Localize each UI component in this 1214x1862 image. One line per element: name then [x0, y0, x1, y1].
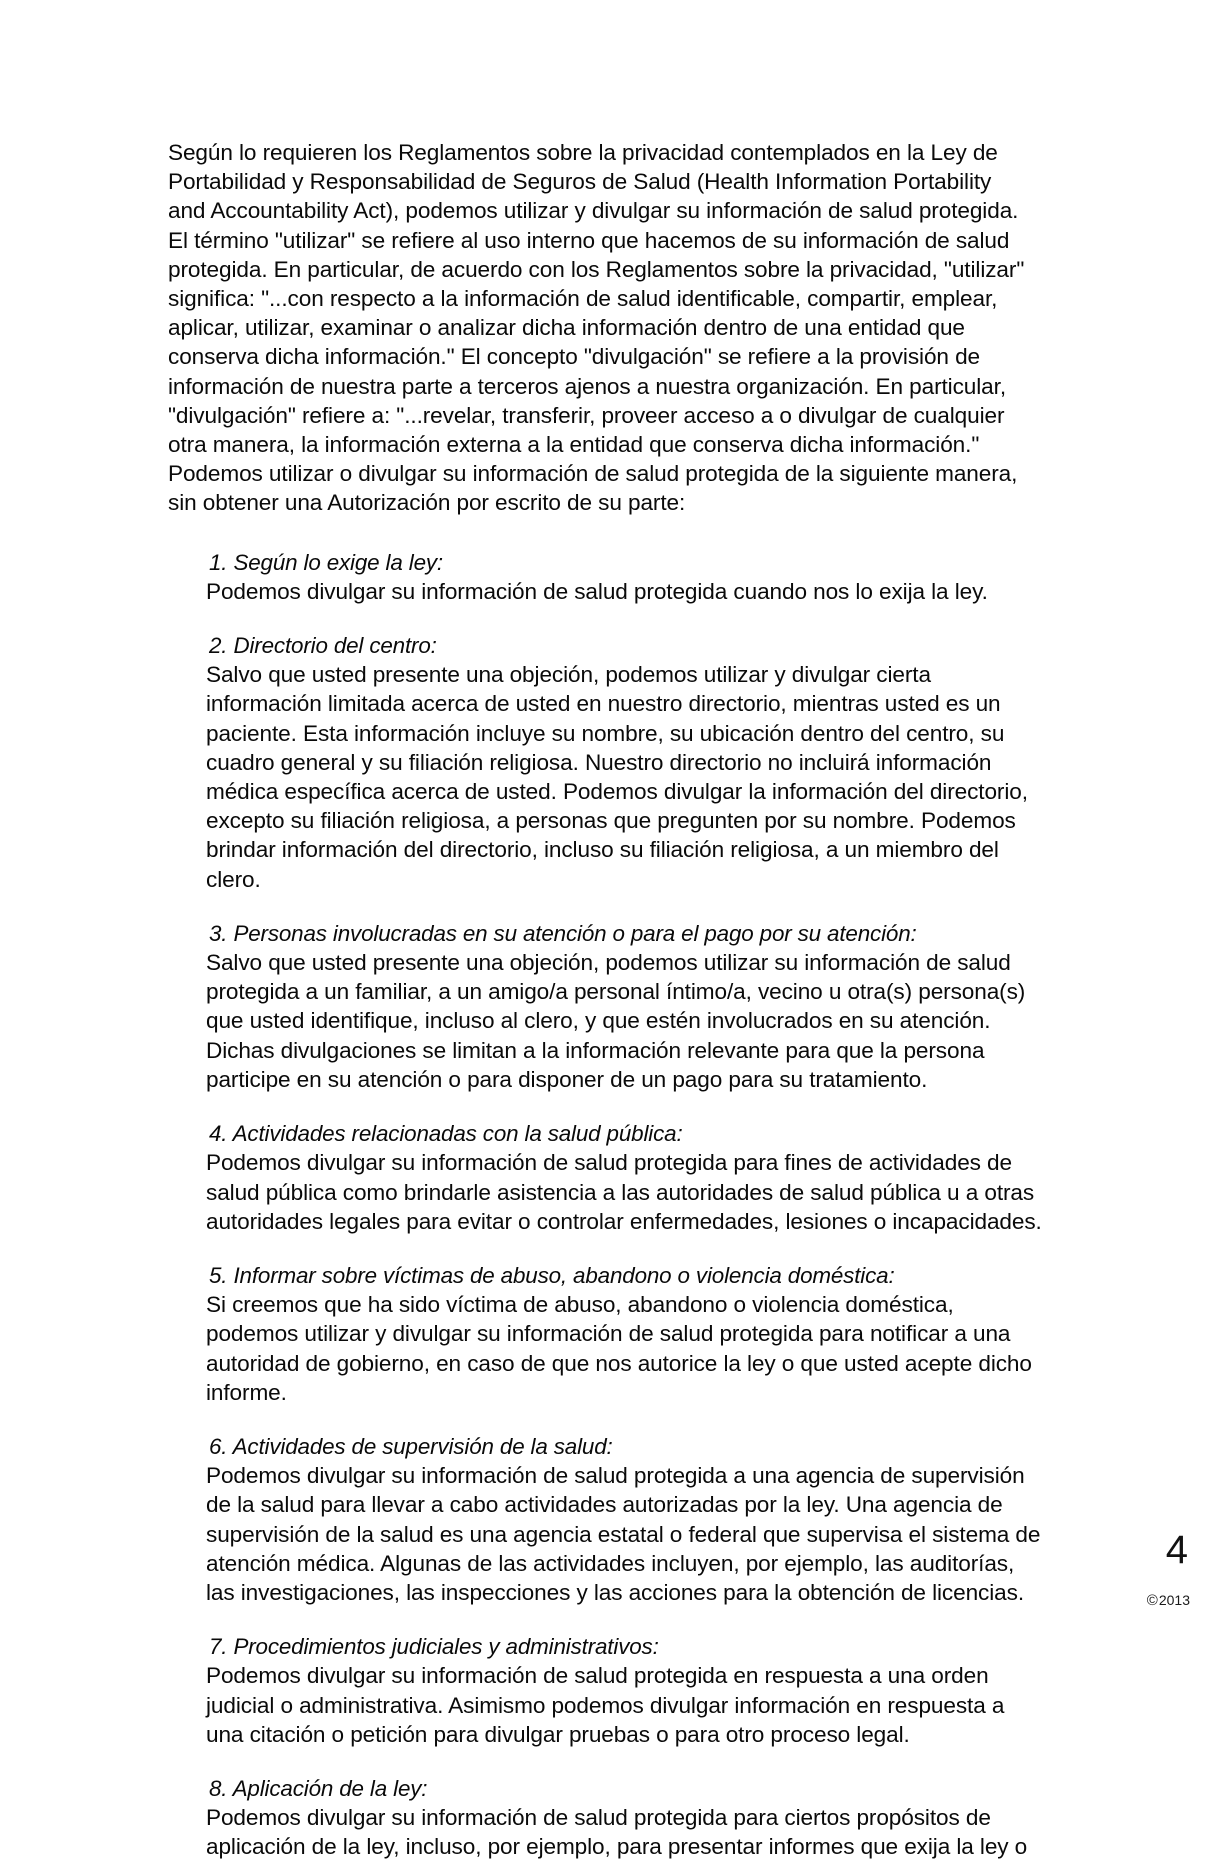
section-item	[168, 919, 1066, 1094]
section-item	[168, 1119, 1066, 1236]
section-body: Podemos divulgar su información de salud protegida en respuesta a una orden judicial o administrativa. Asimismo podemos divulgar información en respuesta a una citación o petición para divulgar pruebas o para otro proceso legal.	[206, 1663, 1005, 1747]
section-body: Podemos divulgar su información de salud protegida para ciertos propósitos de aplicación de la ley, incluso, por ejemplo, para presentar informes que exija la ley o	[206, 1805, 1028, 1860]
section-heading: 7. Procedimientos judiciales y administrativos:	[209, 1634, 659, 1660]
section-body: Si creemos que ha sido víctima de abuso, abandono o violencia doméstica, podemos utilizar y divulgar su información de salud protegida para notificar a una autoridad de gobierno, en caso de que nos autorice la ley o que usted acepte dicho informe.	[206, 1292, 1032, 1405]
section-item	[168, 1632, 1066, 1749]
page-content	[168, 138, 1042, 1862]
page-number: 4	[1165, 1528, 1188, 1572]
section-item	[168, 1774, 1066, 1862]
section-body: Podemos divulgar su información de salud protegida cuando nos lo exija la ley.	[206, 578, 988, 604]
copyright-year: 2013	[1158, 1592, 1190, 1608]
section-heading: 4. Actividades relacionadas con la salud pública:	[209, 1121, 683, 1147]
section-heading: 1. Según lo exige la ley:	[209, 549, 443, 575]
section-body: Podemos divulgar su información de salud protegida para fines de actividades de salud pública como brindarle asistencia a las autoridades de salud pública u a otras autoridades legales para evitar o controlar enfermedades, lesiones o incapacidades.	[206, 1150, 1042, 1234]
section-item	[168, 1432, 1066, 1607]
section-heading: 5. Informar sobre víctimas de abuso, abandono o violencia doméstica:	[209, 1262, 895, 1288]
section-item	[168, 1261, 1066, 1407]
section-heading: 6. Actividades de supervisión de la salud:	[209, 1433, 613, 1459]
section-heading: 8. Aplicación de la ley:	[209, 1775, 428, 1801]
section-item	[168, 631, 1066, 894]
copyright-icon: ©	[1146, 1591, 1158, 1609]
intro-paragraph: Según lo requieren los Reglamentos sobre la privacidad contemplados en la Ley de Portabilidad y Responsabilidad de Seguros de Salud (Health Information Portability and Accountability Act), podemos utilizar y divulgar su información de salud protegida. El término "utilizar" se refiere al uso interno que hacemos de su información de salud protegida. En particular, de acuerdo con los Reglamentos sobre la privacidad, "utilizar" significa: "...con respecto a la información de salud identificable, compartir, emplear, aplicar, utilizar, examinar o analizar dicha información dentro de una entidad que conserva dicha información." El concepto "divulgación" se refiere a la provisión de información de nuestra parte a terceros ajenos a nuestra organización. En particular, "divulgación" refiere a: "...revelar, transferir, proveer acceso a o divulgar de cualquier otra manera, la información externa a la entidad que conserva dicha información." Podemos utilizar o divulgar su información de salud protegida de la siguiente manera, sin obtener una Autorización por escrito de su parte:	[168, 140, 1025, 516]
section-item	[168, 548, 1066, 606]
section-heading: 2. Directorio del centro:	[209, 633, 437, 659]
copyright-notice	[1147, 1592, 1190, 1608]
section-body: Salvo que usted presente una objeción, podemos utilizar y divulgar cierta información limitada acerca de usted en nuestro directorio, mientras usted es un paciente. Esta información incluye su nombre, su ubicación dentro del centro, su cuadro general y su filiación religiosa. Nuestro directorio no incluirá información médica específica acerca de usted. Podemos divulgar la información del directorio, excepto su filiación religiosa, a personas que pregunten por su nombre. Podemos brindar información del directorio, incluso su filiación religiosa, a un miembro del clero.	[206, 662, 1028, 892]
section-body: Podemos divulgar su información de salud protegida a una agencia de supervisión de la salud para llevar a cabo actividades autorizadas por la ley. Una agencia de supervisión de la salud es una agencia estatal o federal que supervisa el sistema de atención médica. Algunas de las actividades incluyen, por ejemplo, las auditorías, las investigaciones, las inspecciones y las acciones para la obtención de licencias.	[206, 1463, 1041, 1605]
section-body: Salvo que usted presente una objeción, podemos utilizar su información de salud protegida a un familiar, a un amigo/a personal íntimo/a, vecino u otra(s) persona(s) que usted identifique, incluso al clero, y que estén involucrados en su atención. Dichas divulgaciones se limitan a la información relevante para que la persona participe en su atención o para disponer de un pago para su tratamiento.	[206, 950, 1026, 1092]
section-heading: 3. Personas involucradas en su atención o para el pago por su atención:	[209, 920, 917, 946]
numbered-sections-list	[168, 548, 1042, 1862]
